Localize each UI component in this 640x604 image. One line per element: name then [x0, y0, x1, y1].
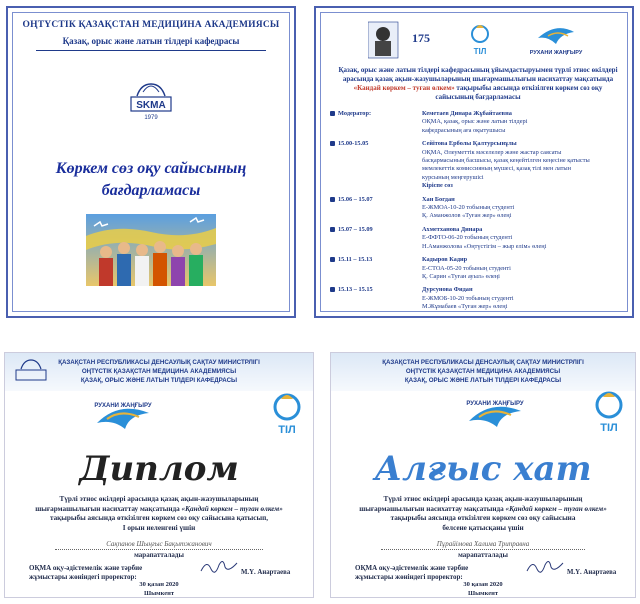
diploma-signer: М.Ү. Анартаева — [241, 569, 291, 576]
rukhani-text: РУХАНИ ЖАҢҒЫРУ — [529, 50, 583, 56]
signature-icon — [525, 559, 565, 575]
schedule-time: 15.13 – 15.15 — [338, 286, 373, 294]
thanks-title: Алғыс хат — [374, 449, 592, 489]
diploma-body-text-2: тақырыбы аясында өткізілген көркем сөз оқу сайысына қатысып, — [49, 514, 269, 523]
diploma-recipient-line — [55, 549, 263, 550]
diploma-department: ҚАЗАҚ, ОРЫС ЖӘНЕ ЛАТЫН ТІЛДЕРІ КАФЕДРАСЫ — [80, 377, 238, 384]
schedule-item — [330, 226, 624, 251]
schedule-participant-name: Дурсунова Фидан — [422, 286, 473, 294]
diploma-signatory — [29, 564, 142, 582]
diploma-academy: ОҢТҮСТІК ҚАЗАҚСТАН МЕДИЦИНА АКАДЕМИЯСЫ — [81, 368, 237, 375]
svg-text:ТІЛ: ТІЛ — [600, 422, 618, 433]
signature-icon — [199, 559, 239, 575]
bullet-icon — [330, 227, 335, 232]
rukhani-zhangyru-icon — [465, 395, 525, 435]
diploma-city: Шымкент — [143, 590, 175, 597]
bullet-icon — [330, 141, 335, 146]
bullet-icon — [330, 111, 335, 116]
schedule-detail-line: Е-ЖМОБ-10-20 тобының студенті — [422, 294, 514, 302]
schedule-time: 15.07 – 15.09 — [338, 225, 373, 233]
schedule-list — [330, 110, 624, 317]
cover-title — [28, 158, 274, 202]
thanks-recipient-line — [381, 549, 585, 550]
thanks-awarded: марапатталады — [458, 551, 508, 559]
diploma-body-highlight: «Қандай көркем – туған өлкем» — [181, 504, 283, 513]
diploma-title: Диплом — [79, 449, 239, 489]
thanks-academy: ОҢТҮСТІК ҚАЗАҚСТАН МЕДИЦИНА АКАДЕМИЯСЫ — [405, 368, 561, 375]
children-group-photo — [86, 214, 216, 286]
thanks-signatory — [355, 564, 468, 582]
thanks-ministry: ҚАЗАҚСТАН РЕСПУБЛИКАСЫ ДЕНСАУЛЫҚ САҚТАУ МИНИСТРЛІГІ — [382, 359, 584, 366]
schedule-detail-line: басқармасының басшысы, қазақ кеңейтілген кеңесіне қатысты — [422, 157, 590, 165]
rukhani-zhangyru-icon — [530, 28, 583, 56]
thanks-date: 30 қазан 2020 — [463, 581, 503, 588]
abai-portrait-icon — [368, 22, 398, 58]
svg-text:ТІЛ: ТІЛ — [278, 424, 296, 435]
thanks-recipient: Пұрайімова Халима Триправна — [436, 540, 530, 548]
tip-logo-icon — [267, 391, 307, 435]
schedule-detail-line: кафедрасының аға оқытушысы — [422, 126, 506, 134]
skma-logo-icon — [127, 80, 175, 124]
schedule-participant-name: Ахметханова Динара — [422, 225, 483, 233]
thanks-letter-certificate — [330, 352, 636, 598]
schedule-detail-line: Е-ФФТО-06-20 тобының студенті — [422, 234, 513, 242]
badge-175-text: 175 — [412, 31, 430, 45]
thanks-body-text-2: тақырыбы аясында өткізілген көркем сөз оқу сайысына — [390, 514, 576, 523]
thanks-city: Шымкент — [467, 590, 499, 597]
intro-text-2: тақырыбы аясында өткізілген көркем сөз оқу сайысының бағдарламасы — [435, 84, 603, 101]
diploma-body — [31, 495, 287, 533]
thanks-signatory-line2: жұмыстары жөніндегі проректор: — [355, 573, 463, 581]
diploma-signatory-line2: жұмыстары жөніндегі проректор: — [29, 573, 137, 581]
diploma-date: 30 қазан 2020 — [139, 581, 179, 588]
thanks-body-text-3: белсене қатысқаны үшін — [442, 523, 524, 532]
schedule-header-icons — [368, 20, 596, 60]
cover-title-line2: бағдарламасы — [101, 182, 201, 199]
cover-department-name: Қазақ, орыс және латын тілдері кафедрасы — [62, 36, 240, 46]
cover-academy-name: ОҢТҮСТІК ҚАЗАҚСТАН МЕДИЦИНА АКАДЕМИЯСЫ — [22, 20, 280, 30]
diploma-recipient: Сақпанов Шыңғыс Бақытжанович — [106, 540, 212, 548]
diploma-signatory-line1: ОҚМА оқу-әдістемелік және тәрбие — [29, 564, 143, 572]
logo-year-text: 1979 — [144, 115, 158, 121]
schedule-item — [330, 110, 624, 135]
schedule-detail-line: Қ. Сарин «Туған ауыл» өлеңі — [422, 272, 500, 280]
bullet-icon — [330, 257, 335, 262]
program-schedule-page — [314, 6, 634, 318]
schedule-time: Модератор: — [338, 110, 372, 117]
svg-text:РУХАНИ ЖАҢҒЫРУ: РУХАНИ ЖАҢҒЫРУ — [94, 403, 152, 409]
diploma-certificate — [4, 352, 314, 598]
thanks-body-highlight: «Қандай көркем – туған өлкем» — [505, 504, 607, 513]
diploma-body-text-1: Түрлі этнос өкілдері арасында қазақ ақын-жазушыларының шығармашылығын насихаттау мақсатында — [35, 495, 259, 513]
schedule-extra-note: Кіріспе сөз — [422, 182, 453, 190]
schedule-time: 15.06 – 15.07 — [338, 195, 373, 203]
thanks-department: ҚАЗАҚ, ОРЫС ЖӘНЕ ЛАТЫН ТІЛДЕРІ КАФЕДРАСЫ — [404, 377, 562, 384]
schedule-detail-line: мемлекеттік комиссияның мүшесі, қазақ тілі мен латын — [422, 165, 572, 173]
schedule-participant-name: Кеметаев Динара Жұбайтаевна — [422, 110, 512, 117]
schedule-item — [330, 286, 624, 311]
bullet-icon — [330, 287, 335, 292]
schedule-intro — [338, 66, 618, 102]
diploma-body-text-3: I орын иеленгені үшін — [122, 523, 196, 532]
thanks-body-text-1: Түрлі этнос өкілдері арасында қазақ ақын-жазушыларының шығармашылығын насихаттау мақсатында — [359, 495, 583, 513]
rukhani-zhangyru-icon — [93, 397, 153, 437]
program-cover-page — [6, 6, 296, 318]
diploma-awarded: марапатталады — [134, 551, 184, 559]
svg-text:РУХАНИ ЖАҢҒЫРУ: РУХАНИ ЖАҢҒЫРУ — [466, 401, 524, 407]
tip-logo-icon — [472, 25, 488, 56]
schedule-time: 15.11 – 15.13 — [338, 256, 373, 264]
schedule-detail-line: Е-СТОА-05-20 тобының студенті — [422, 264, 511, 272]
logo-skma-text: SKMA — [136, 100, 166, 111]
schedule-participant-name: Сейітова Ерболы Қалтурсынұлы — [422, 140, 517, 148]
thanks-signer: М.Ү. Анартаева — [567, 569, 617, 576]
skma-logo-icon — [13, 357, 49, 391]
tip-logo-icon — [589, 389, 629, 433]
thanks-signatory-line1: ОҚМА оқу-әдістемелік және тәрбие — [355, 564, 469, 572]
schedule-detail-line: Е-ЖМОА-10-20 тобының студенті — [422, 204, 515, 212]
schedule-detail-line: ОҚМА, Әлеуметтік мәселелер және жастар саясаты — [422, 148, 562, 156]
schedule-item — [330, 256, 624, 281]
schedule-item — [330, 140, 624, 190]
schedule-participant-name: Хан Богдан — [422, 195, 455, 203]
schedule-detail-line: ОҚМА, қазақ, орыс және латын тілдері — [422, 118, 528, 126]
diploma-ministry: ҚАЗАҚСТАН РЕСПУБЛИКАСЫ ДЕНСАУЛЫҚ САҚТАУ МИНИСТРЛІГІ — [58, 359, 260, 366]
cover-divider — [36, 50, 266, 51]
schedule-time: 15.00-15.05 — [338, 140, 369, 148]
cover-title-line1: Көркем сөз оқу сайысының — [55, 160, 247, 177]
schedule-participant-name: Кадыров Кадир — [422, 256, 468, 264]
schedule-detail-line: курсының меңгерушісі — [422, 173, 484, 181]
bullet-icon — [330, 197, 335, 202]
schedule-detail-line: Қ. Аманжолов «Туған жер» өлеңі — [422, 212, 512, 220]
intro-text-1: Қазақ, орыс және латын тілдері кафедрасының ұйымдастыруымен түрлі этнос өкілдері арасында қазақ ақын-жазушыларының шығармашылығын насихаттау мақсатында — [338, 66, 618, 83]
tip-text: ТІЛ — [473, 47, 487, 56]
intro-highlight: «Кандай көркем – туған өлкем» — [353, 84, 455, 92]
schedule-item — [330, 196, 624, 221]
thanks-body — [357, 495, 609, 533]
schedule-detail-line: Н.Аманжолова «Оңтүстігім – жыр елім» өлеңі — [422, 242, 547, 250]
schedule-detail-line: М.Жұмабаев «Туған жер» өлеңі — [422, 303, 508, 311]
